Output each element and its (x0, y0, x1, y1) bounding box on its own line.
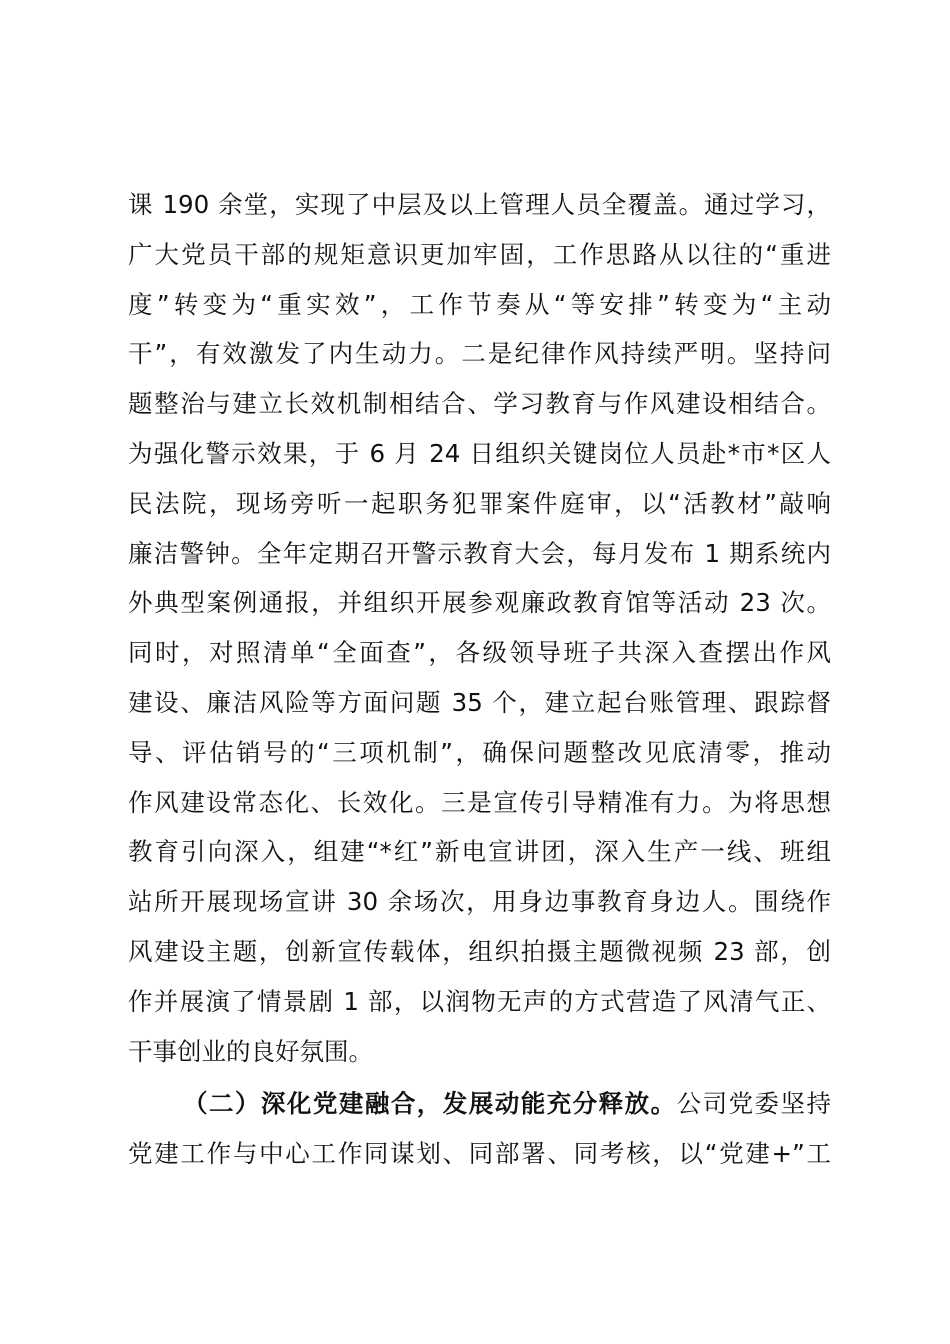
document-page (128, 180, 831, 1179)
text-line: 外典型案例通报，并组织开展参观廉政教育馆等活动 23 次。 (128, 588, 831, 618)
text-line: 干事创业的良好氛围。 (128, 1036, 373, 1066)
text-line: 课 190 余堂，实现了中层及以上管理人员全覆盖。通过学习， (128, 190, 831, 219)
text-line: 廉洁警钟。全年定期召开警示教育大会，每月发布 1 期系统内 (128, 538, 831, 568)
text-line: 教育引向深入，组建“*红”新电宣讲团，深入生产一线、班组 (128, 837, 831, 867)
text-line: 作并展演了情景剧 1 部，以润物无声的方式营造了风清气正、 (128, 986, 831, 1016)
paragraph-2 (128, 1079, 831, 1179)
paragraph-2-line-2: 党建工作与中心工作同谋划、同部署、同考核，以“党建+”工 (128, 1139, 831, 1169)
text-line: 导、评估销号的“三项机制”，确保问题整改见底清零，推动 (128, 737, 831, 767)
section-heading: （二）深化党建融合，发展动能充分释放。 (183, 1089, 677, 1119)
text-line: 度”转变为“重实效”，工作节奏从“等安排”转变为“主动 (128, 289, 831, 319)
text-line: 作风建设常态化、长效化。三是宣传引导精准有力。为将思想 (128, 787, 831, 817)
paragraph-2-line-1 (128, 1079, 831, 1129)
text-line: 干”，有效激发了内生动力。二是纪律作风持续严明。坚持问 (128, 339, 831, 369)
text-line: 民法院，现场旁听一起职务犯罪案件庭审，以“活教材”敲响 (128, 488, 831, 518)
paragraph-1 (128, 180, 831, 1076)
paragraph-text: 公司党委坚持 (676, 1089, 832, 1119)
text-line: 站所开展现场宣讲 30 余场次，用身边事教育身边人。围绕作 (128, 887, 831, 917)
text-line: 风建设主题，创新宣传载体，组织拍摄主题微视频 23 部，创 (128, 936, 831, 966)
text-line: 题整治与建立长效机制相结合、学习教育与作风建设相结合。 (128, 389, 831, 419)
text-line: 为强化警示效果，于 6 月 24 日组织关键岗位人员赴*市*区人 (128, 438, 831, 468)
text-line: 同时，对照清单“全面查”，各级领导班子共深入查摆出作风 (128, 638, 831, 668)
text-line: 广大党员干部的规矩意识更加牢固，工作思路从以往的“重进 (128, 239, 831, 269)
text-line: 建设、廉洁风险等方面问题 35 个，建立起台账管理、跟踪督 (128, 687, 831, 717)
